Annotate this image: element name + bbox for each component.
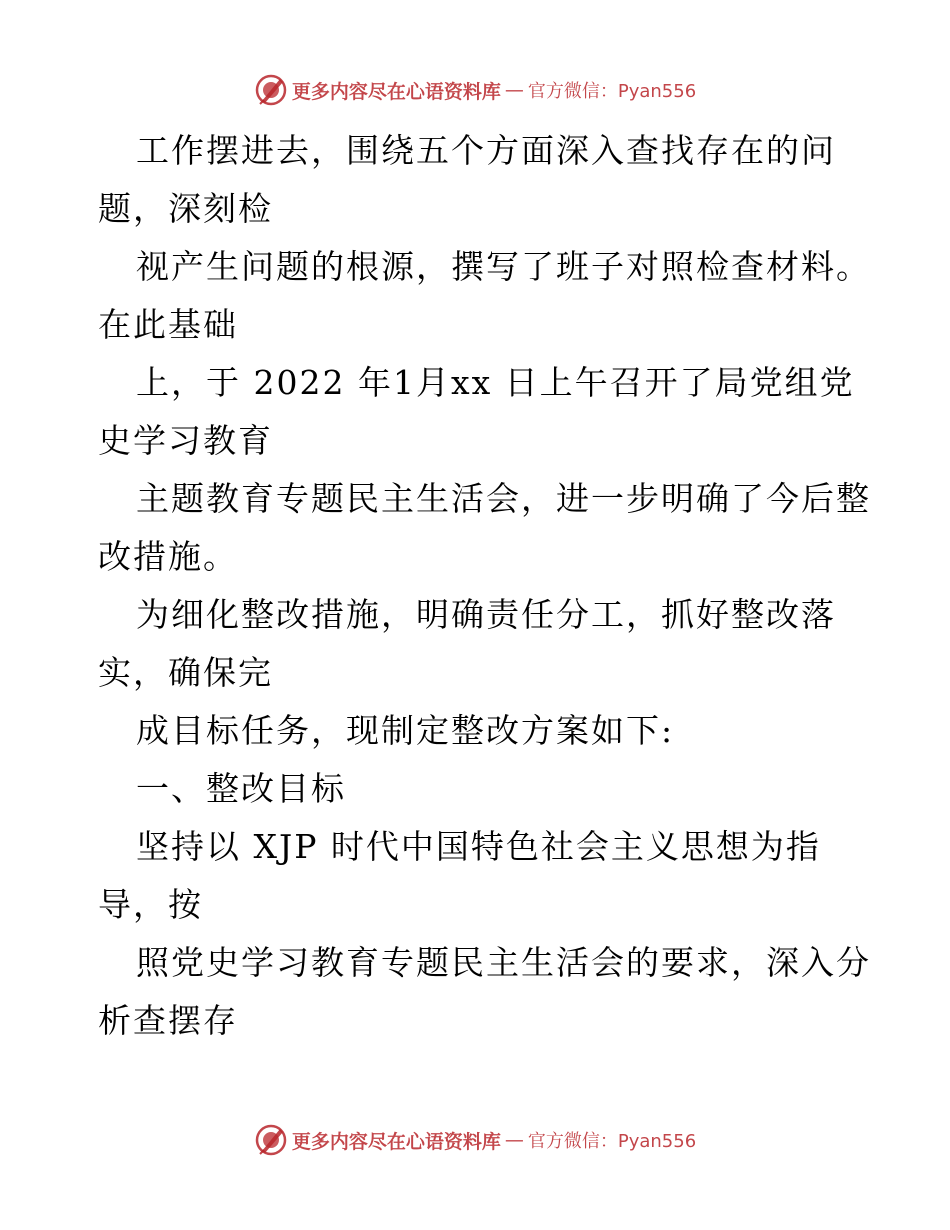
document-body: [98, 122, 871, 1050]
text-line: 在此基础: [98, 305, 238, 344]
watermark-site-text: 更多内容尽在心语资料库: [291, 80, 501, 103]
text-line: 为细化整改措施，明确责任分工，抓好整改落: [136, 595, 836, 634]
text-line: 史学习教育: [98, 421, 273, 460]
text-line: 实，确保完: [98, 653, 273, 692]
text-line: 析查摆存: [98, 1001, 238, 1040]
text-line: 视产生问题的根源，撰写了班子对照检查材料。: [136, 247, 871, 286]
text-line: 坚持以 XJP 时代中国特色社会主义思想为指: [136, 827, 821, 866]
text-line: 成目标任务，现制定整改方案如下:: [136, 711, 675, 750]
watermark-dash: —: [504, 79, 524, 101]
watermark-site-text: 更多内容尽在心语资料库: [291, 1130, 501, 1153]
watermark-wechat-text: 官方微信：Pyan556: [527, 1131, 697, 1152]
text-line: 导，按: [98, 885, 203, 924]
header-watermark: [0, 70, 950, 110]
text-line: 主题教育专题民主生活会，进一步明确了今后整: [136, 479, 871, 518]
text-line: 改措施。: [98, 537, 238, 576]
quill-seal-logo-icon: [254, 73, 288, 107]
text-line: 上，于 2022 年1月xx 日上午召开了局党组党: [136, 363, 855, 402]
footer-watermark: [0, 1120, 950, 1160]
section-heading: 一、整改目标: [136, 769, 346, 808]
watermark-wechat-text: 官方微信：Pyan556: [527, 81, 697, 102]
text-line: 题，深刻检: [98, 189, 273, 228]
text-line: 照党史学习教育专题民主生活会的要求，深入分: [136, 943, 871, 982]
text-line: 工作摆进去，围绕五个方面深入查找存在的问: [136, 131, 836, 170]
watermark-dash: —: [504, 1129, 524, 1151]
quill-seal-logo-icon: [254, 1123, 288, 1157]
